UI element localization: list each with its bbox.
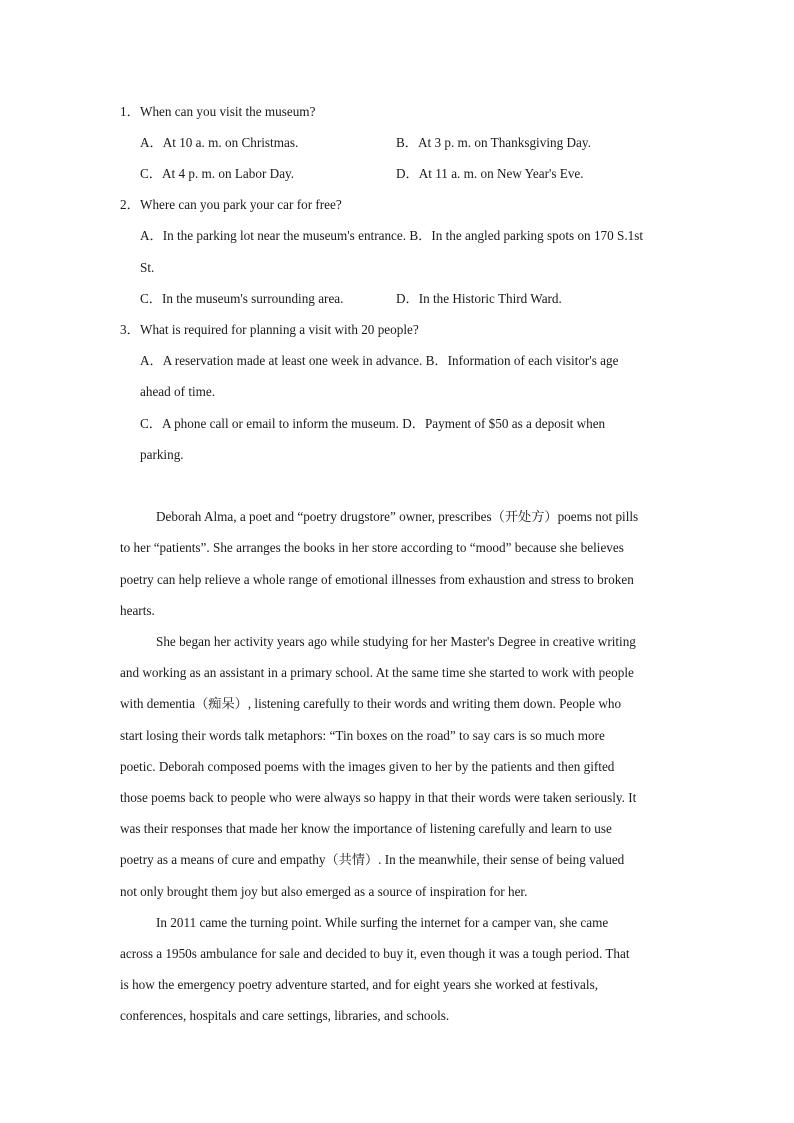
question-number: 1． [120, 104, 140, 119]
passage-line: Deborah Alma, a poet and “poetry drugstore” owner, prescribes（开处方）poems not pills [156, 509, 639, 524]
passage-line: not only brought them joy but also emerged as a source of inspiration for her. [120, 884, 528, 899]
passage-line: with dementia（痴呆）, listening carefully to their words and writing them down. People who [120, 696, 622, 711]
option-a-b[interactable]: A．A reservation made at least one week in advance. B．Information of each visitor's age [140, 353, 619, 368]
passage-line: across a 1950s ambulance for sale and decided to buy it, even though it was a tough period. That [120, 946, 630, 961]
question-3-stem [120, 322, 419, 338]
passage-line: is how the emergency poetry adventure started, and for eight years she worked at festivals, [120, 977, 599, 992]
option-a[interactable]: A．At 10 a. m. on Christmas. [140, 135, 299, 150]
passage-line: those poems back to people who were always so happy in that their words were taken seriously. It [120, 790, 637, 805]
passage-line: hearts. [120, 603, 155, 618]
passage-line: start losing their words talk metaphors: “Tin boxes on the road” to say cars is so much more [120, 728, 605, 743]
question-2-stem [120, 197, 342, 213]
option-c-d[interactable]: C．A phone call or email to inform the museum. D．Payment of $50 as a deposit when [140, 416, 606, 431]
option-c[interactable]: C．In the museum's surrounding area. [140, 291, 344, 306]
passage-line: conferences, hospitals and care settings, libraries, and schools. [120, 1008, 450, 1023]
passage-line: In 2011 came the turning point. While surfing the internet for a camper van, she came [156, 915, 609, 930]
question-text: When can you visit the museum? [140, 104, 316, 119]
option-c[interactable]: C．At 4 p. m. on Labor Day. [140, 166, 295, 181]
passage-line: She began her activity years ago while studying for her Master's Degree in creative writing [156, 634, 636, 649]
option-d-continued[interactable]: parking. [140, 447, 184, 462]
option-d[interactable]: D．In the Historic Third Ward. [396, 291, 562, 306]
option-a-b[interactable]: A．In the parking lot near the museum's entrance. B．In the angled parking spots on 170 S.1st [140, 228, 644, 243]
passage-line: and working as an assistant in a primary school. At the same time she started to work with people [120, 665, 634, 680]
question-text: Where can you park your car for free? [140, 197, 342, 212]
question-text: What is required for planning a visit with 20 people? [140, 322, 419, 337]
option-b[interactable]: B．At 3 p. m. on Thanksgiving Day. [396, 135, 591, 150]
option-d[interactable]: D．At 11 a. m. on New Year's Eve. [396, 166, 584, 181]
question-1-stem [120, 104, 315, 120]
question-number: 3． [120, 322, 140, 337]
passage-line: poetry as a means of cure and empathy（共情）. In the meanwhile, their sense of being valued [120, 852, 625, 867]
passage-line: poetry can help relieve a whole range of emotional illnesses from exhaustion and stress to broken [120, 572, 634, 587]
option-b-continued[interactable]: ahead of time. [140, 384, 216, 399]
passage-line: poetic. Deborah composed poems with the images given to her by the patients and then gifted [120, 759, 615, 774]
option-b-continued[interactable]: St. [140, 260, 155, 275]
passage-line: to her “patients”. She arranges the books in her store according to “mood” because she believes [120, 540, 624, 555]
passage-line: was their responses that made her know the importance of listening carefully and learn to use [120, 821, 612, 836]
question-number: 2． [120, 197, 140, 212]
